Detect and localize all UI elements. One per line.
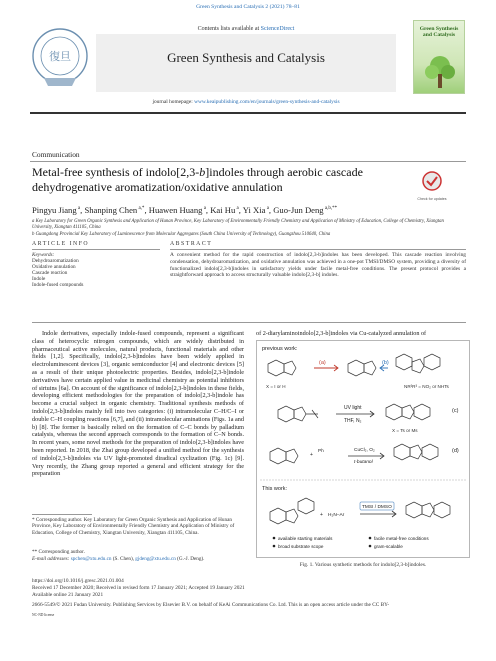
- svg-text:復旦: 復旦: [49, 51, 71, 63]
- email-link-deng[interactable]: gjdeng@xtu.edu.cn: [135, 556, 176, 562]
- body-right-column: of 2-diarylaminoindolo[2,3-b]indoles via Cu-catalyzed annulation of: [256, 330, 427, 337]
- abstract-bottom-divider: [32, 322, 466, 323]
- bullet-gram-scalable: gram-scalable: [374, 544, 403, 549]
- author[interactable]: Kai Hu $^a$: [210, 205, 239, 215]
- footnote-corresponding-2: ** Corresponding author.: [32, 549, 85, 555]
- butanol-condition: t-butanol: [354, 460, 373, 465]
- route-d-label: (d): [452, 448, 459, 454]
- thf-condition: THF, N₂: [344, 418, 362, 424]
- section-divider: [30, 161, 466, 162]
- figure-1-scheme: [256, 340, 470, 558]
- footnote-divider: [32, 514, 92, 515]
- author[interactable]: Yi Xia $^a$: [242, 205, 269, 215]
- keywords-label: Keywords:: [32, 252, 55, 258]
- received-dates: Received 17 December 2020; Received in revised form 17 January 2021; Accepted 19 January 2021: [32, 585, 245, 591]
- route-c-label: (c): [452, 408, 459, 414]
- article-title: Metal-free synthesis of indolo[2,3-b]indoles through aerobic cascade dehydrogenative aromatization/oxidative annulation: [32, 165, 363, 194]
- bullet-substrate-scope: broad substrate scope: [278, 544, 324, 549]
- affiliation-a: a Key Laboratory for Green Organic Synthesis and Application of Hunan Province, Key Laboratory of Environmentally Friendly Chemistry and Application of Ministry of Education, College of Chemistry, Xiangtan University, Xiangtan 411105, China: [32, 219, 444, 230]
- affiliation-b: b Guangdong Provincial Key Laboratory of Luminescence from Molecular Aggregates (South China University of Technology), Guangzhou 510640, China: [32, 232, 331, 237]
- footnote-emails: E-mail addresses: spchen@xtu.edu.cn (S. Chen), gjdeng@xtu.edu.cn (G.-J. Deng).: [32, 556, 205, 562]
- crossmark-badge[interactable]: Check for updates: [416, 170, 448, 200]
- keyword-item: Indole: [32, 276, 46, 282]
- license-link[interactable]: NC-ND license: [32, 613, 55, 617]
- nr-substituent-note: NR²R³ = NO₂ or NHTs: [404, 384, 449, 389]
- author-list: Pingyu Jiang $^a$, Shanping Chen $^{a,*}$, Huawen Huang $^a$, Kai Hu $^a$, Yi Xia $^a$, Guo-Jun Deng $^{a,b,**}$: [32, 205, 338, 215]
- cover-plant-icon: [420, 50, 460, 90]
- amine-label: H₂N–Ar: [328, 513, 345, 518]
- uv-condition: UV light: [344, 405, 362, 411]
- journal-homepage-link[interactable]: www.keaipublishing.com/en/journals/green-synthesis-and-catalysis: [194, 99, 340, 105]
- keyword-item: Cascade reaction: [32, 270, 68, 276]
- contents-line: Contents lists available at ScienceDirect: [197, 26, 295, 32]
- ts-substituent-note: X = Ts or Ms: [392, 428, 418, 433]
- keyword-item: Indole-fused compounds: [32, 282, 84, 288]
- crossmark-icon: [416, 170, 448, 192]
- route-b-label: (b): [382, 360, 389, 366]
- tmsi-condition: TMSI / DMSO: [362, 505, 392, 510]
- plus-sign: +: [310, 452, 313, 458]
- x-substituent-note: X = I or H: [266, 384, 286, 389]
- previous-work-label: previous work:: [262, 346, 298, 352]
- figure-caption: Fig. 1. Various synthetic methods for indolo[2,3-b]indoles.: [299, 562, 427, 568]
- author[interactable]: Guo-Jun Deng $^{a,b,**}$: [273, 205, 338, 215]
- sciencedirect-link[interactable]: ScienceDirect: [260, 26, 295, 32]
- abstract-heading: ABSTRACT: [170, 241, 213, 247]
- abstract-divider: [170, 249, 466, 250]
- cucl2-condition: CuCl₂, O₂: [354, 448, 375, 453]
- this-work-label: This work:: [262, 486, 288, 492]
- author[interactable]: Huawen Huang $^a$: [148, 205, 206, 215]
- journal-homepage: journal homepage: www.keaipublishing.com/en/journals/green-synthesis-and-catalysis: [152, 99, 340, 105]
- route-a-label: (a): [319, 360, 326, 366]
- article-info-heading: ARTICLE INFO: [32, 241, 90, 247]
- journal-citation-line[interactable]: Green Synthesis and Catalysis 2 (2021) 78–81: [196, 4, 300, 10]
- keyword-item: Oxidative annulation: [32, 264, 76, 270]
- author[interactable]: Shanping Chen $^{a,*}$: [84, 205, 145, 215]
- body-left-column: Indole derivatives, especially indole-fused compounds, represent a significant class of heterocyclic nitrogen compounds, which are widely distributed in pharmaceutical active molecules, natural products, functional materials and other fields [1,2]. Specifically, indolo[2,3-b]indoles have been widely applied in electroluminescent devices [3], organic semiconductor [4] and electronic devices [5] as a result of their unique photoelectric properties. Besides, indolo[2,3-b]indole derivatives have certain applied value in medicinal chemistry as potential inhibitors of sirtuins [6a]. On account of the significance of indolo[2,3-b]indoles in these fields, developing efficient methodologies for the preparation of indolo[2,3-b]indole has become a crucial subject in organic chemistry. Traditional synthesis methods of indolo[2,3-b]indoles mainly fell into two categories: (i) intramolecular C–H/C–I or double C–H coupling reactions [6,7], and (ii) intramolecular aminations (Figs. 1a and b) [8]. The former is basically relied on the formation of C–C bonds by palladium catalysis, whereas the second approach corresponds to the formation of C–N bonds. In recent years, some novel methods for the preparation of indolo[2,3-b]indoles have been reported. In 2018, the Zhai group developed a unified method for the synthesis of indolo[2,3-b]indoles via UV light-promoted diradical cyclization (Fig. 1c) [9]. Very recently, the Zhang group reported a general and efficient strategy for the preparation: [32, 330, 244, 478]
- doi-link[interactable]: https://doi.org/10.1016/j.gresc.2021.01.004: [32, 578, 124, 584]
- author[interactable]: Pingyu Jiang $^a$: [32, 205, 81, 215]
- journal-title: Green Synthesis and Catalysis: [167, 50, 325, 65]
- phenyl-label: Ph: [318, 448, 324, 453]
- email-link-chen[interactable]: spchen@xtu.edu.cn: [70, 556, 112, 562]
- available-online: Available online 21 January 2021: [32, 592, 104, 598]
- plus-sign: +: [320, 512, 323, 518]
- article-info-divider: [32, 249, 160, 250]
- cover-title: Green Synthesis and Catalysis: [419, 26, 459, 38]
- keyword-item: Dehydroaromatization: [32, 258, 79, 264]
- footnote-corresponding-1: * Corresponding author. Key Laboratory for Green Organic Synthesis and Application of Hunan Province, Key Laboratory of Environmentally Friendly Chemistry and Application of Ministry of Education, College of Chemistry, Xiangtan University, Xiangtan 411105, China.: [32, 517, 235, 536]
- article-type: Communication: [32, 150, 80, 159]
- license-text: 2666-5549/© 2021 Fudan University. Publishing Services by Elsevier B.V. on behalf of KeAi Communications Co. Ltd. This is an open access article under the CC BY-: [32, 602, 390, 608]
- fudan-university-logo: [30, 20, 90, 98]
- header-divider: [30, 112, 466, 114]
- bullet-metal-free: facile metal-free conditions: [374, 536, 429, 541]
- abstract-text: A convenient method for the rapid construction of indolo[2,3-b]indoles has been developed. This cascade reaction involving condensation, dehydroaromatization, and oxidative annulation was achieved in a one-pot TMSI/DMSO system, providing a diversity of functionalized indolo[2,3-b]indoles in satisfactory yields under facile metal-free conditions. The present protocol provides a straightforward approach to access structurally valuable indolo[2,3-b] indoles.: [170, 252, 466, 279]
- bullet-starting-materials: available starting materials: [278, 536, 333, 541]
